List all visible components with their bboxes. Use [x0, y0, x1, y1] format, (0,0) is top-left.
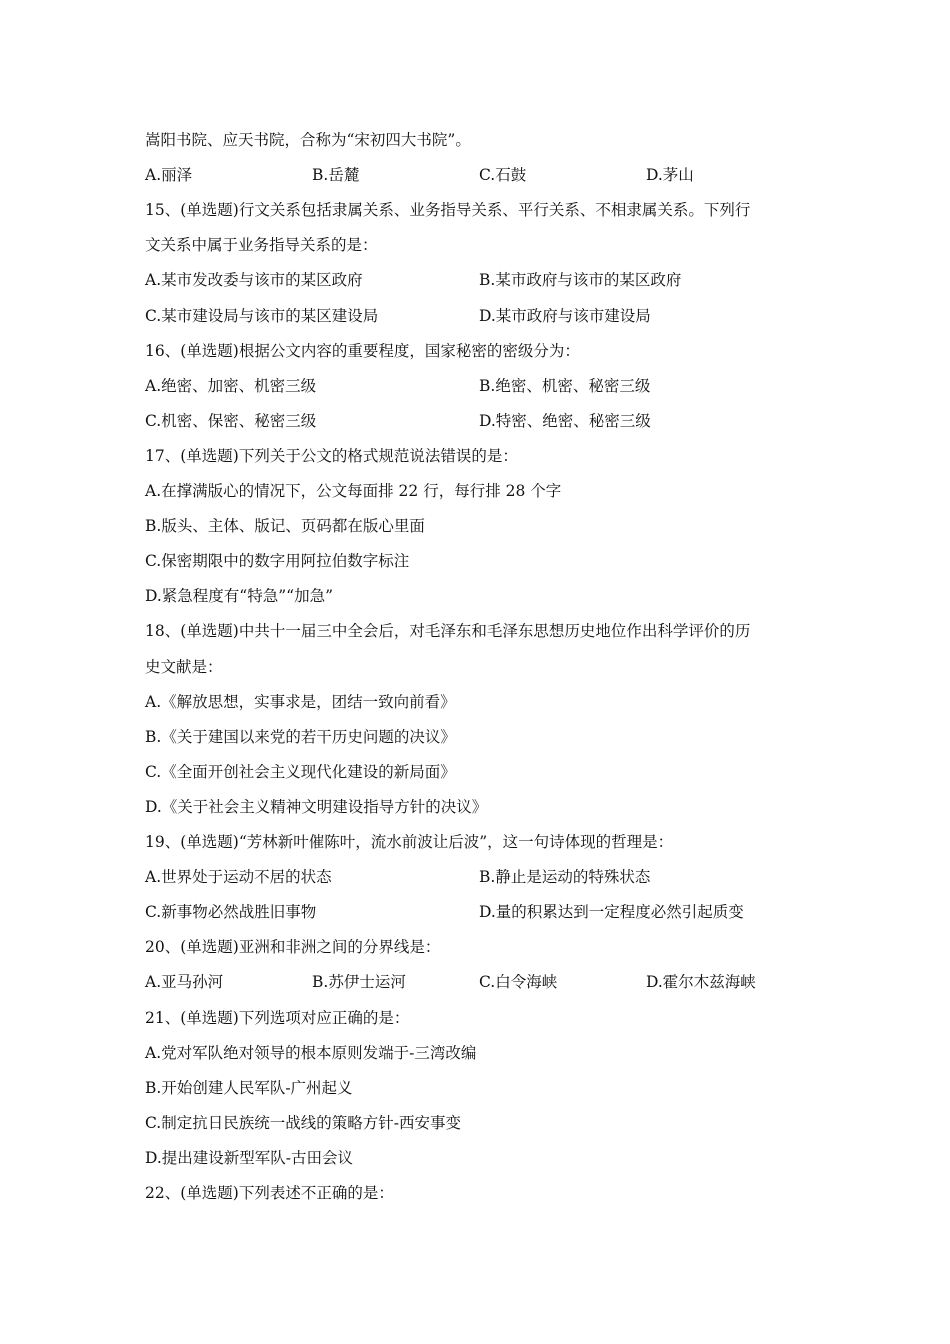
text-line: A.在撑满版心的情况下，公文每面排 22 行，每行排 28 个字 [145, 482, 562, 500]
text-line: 嵩阳书院、应天书院，合称为“宋初四大书院”。 [145, 131, 471, 149]
text-line: 18、(单选题)中共十一届三中全会后，对毛泽东和毛泽东思想历史地位作出科学评价的历 [145, 622, 751, 641]
option-a: A.绝密、加密、机密三级 [145, 376, 317, 395]
text-line: 文关系中属于业务指导关系的是： [145, 236, 378, 255]
text-line: C.保密期限中的数字用阿拉伯数字标注 [145, 552, 410, 571]
text-line: 21、(单选题)下列选项对应正确的是： [145, 1008, 410, 1027]
option-b: B.苏伊士运河 [312, 973, 406, 992]
options-row [145, 269, 805, 291]
text-line: 16、(单选题)根据公文内容的重要程度，国家秘密的密级分为： [145, 341, 580, 360]
text-line: 19、(单选题)“芳林新叶催陈叶，流水前波让后波”，这一句诗体现的哲理是： [145, 833, 674, 851]
option-d: D.茅山 [646, 166, 694, 185]
option-a: C.某市建设局与该市的某区建设局 [145, 306, 379, 325]
text-line: C.制定抗日民族统一战线的策略方针-西安事变 [145, 1113, 461, 1132]
option-b: B.某市政府与该市的某区政府 [479, 271, 682, 290]
option-a: C.新事物必然战胜旧事物 [145, 903, 317, 922]
option-a: C.机密、保密、秘密三级 [145, 411, 317, 430]
option-a: A.亚马孙河 [145, 973, 224, 992]
text-line: D.紧急程度有“特急”“加急” [145, 587, 333, 606]
option-b: D.某市政府与该市建设局 [479, 306, 651, 325]
option-b: B.岳麓 [312, 166, 360, 185]
text-line: C.《全面开创社会主义现代化建设的新局面》 [145, 762, 456, 781]
text-line: B.开始创建人民军队-广州起义 [145, 1078, 353, 1097]
text-line: D.提出建设新型军队-古田会议 [145, 1148, 354, 1167]
text-line: B.《关于建国以来党的若干历史问题的决议》 [145, 727, 456, 746]
text-line: 史文献是： [145, 657, 223, 676]
option-b: D.量的积累达到一定程度必然引起质变 [479, 903, 744, 922]
option-d: D.霍尔木兹海峡 [646, 973, 756, 992]
option-c: C.白令海峡 [479, 973, 558, 992]
text-line: A.《解放思想，实事求是，团结一致向前看》 [145, 692, 456, 711]
options-row [145, 971, 805, 993]
text-line: 22、(单选题)下列表述不正确的是： [145, 1184, 394, 1202]
text-line: D.《关于社会主义精神文明建设指导方针的决议》 [145, 797, 488, 816]
options-row [145, 164, 805, 186]
option-c: C.石鼓 [479, 166, 527, 185]
options-row [145, 866, 805, 888]
options-row [145, 410, 805, 432]
option-a: A.某市发改委与该市的某区政府 [145, 271, 363, 290]
text-line: A.党对军队绝对领导的根本原则发端于-三湾改编 [145, 1043, 477, 1062]
options-row [145, 305, 805, 327]
text-line: 15、(单选题)行文关系包括隶属关系、业务指导关系、平行关系、不相隶属关系。下列行 [145, 201, 751, 220]
text-line: 20、(单选题)亚洲和非洲之间的分界线是： [145, 938, 441, 957]
text-line: B.版头、主体、版记、页码都在版心里面 [145, 517, 425, 536]
option-a: A.丽泽 [145, 166, 193, 185]
options-row [145, 375, 805, 397]
option-a: A.世界处于运动不居的状态 [145, 868, 332, 887]
option-b: D.特密、绝密、秘密三级 [479, 411, 651, 430]
options-row [145, 901, 805, 923]
text-line: 17、(单选题)下列关于公文的格式规范说法错误的是： [145, 446, 518, 465]
option-b: B.静止是运动的特殊状态 [479, 868, 651, 887]
option-b: B.绝密、机密、秘密三级 [479, 376, 651, 395]
